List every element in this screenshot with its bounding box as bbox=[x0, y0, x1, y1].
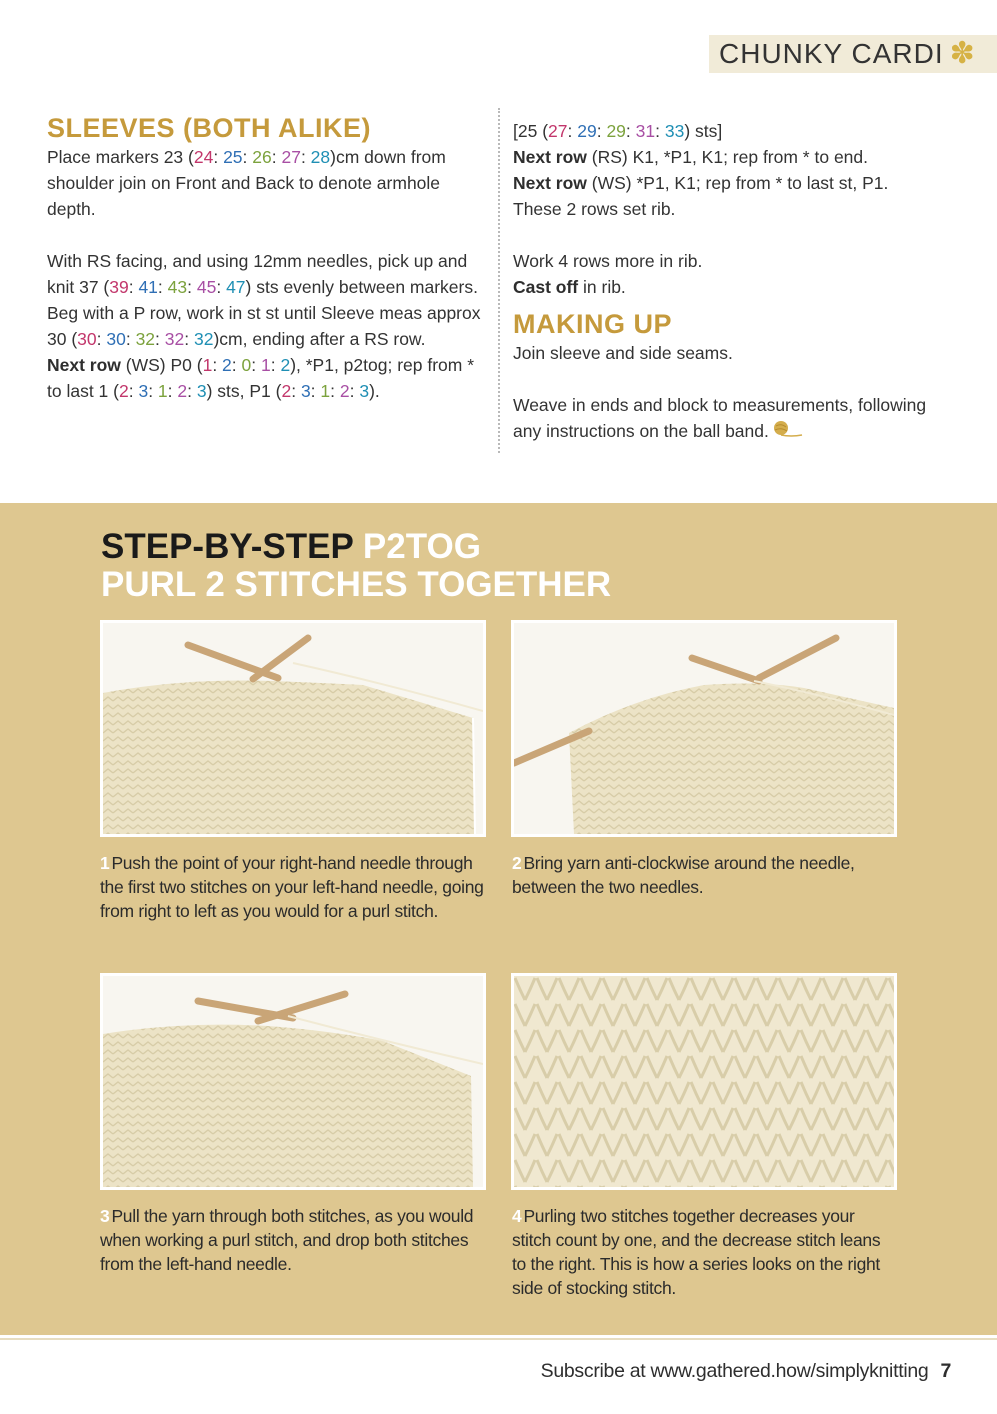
column-divider bbox=[498, 108, 500, 453]
making-up-heading: MAKING UP bbox=[513, 309, 672, 339]
yarn-ball-icon bbox=[773, 419, 803, 445]
stitch-count-line: [25 (27: 29: 29: 31: 33) sts] bbox=[513, 121, 723, 141]
decrease-row-paragraph: Next row (WS) P0 (1: 2: 0: 1: 2), *P1, p2tog; rep from * to last 1 (2: 3: 1: 2: 3) sts, P1 (2: 3: 1: 2: 3). bbox=[47, 355, 475, 401]
join-seams-line: Join sleeve and side seams. bbox=[513, 343, 733, 363]
sleeves-markers-paragraph: Place markers 23 (24: 25: 26: 27: 28)cm down from shoulder join on Front and Back to denote armhole depth. bbox=[47, 147, 446, 219]
sleeves-heading: SLEEVES (BOTH ALIKE) bbox=[47, 113, 372, 143]
section-title: CHUNKY CARDI bbox=[719, 38, 944, 69]
cast-off-line: Cast off in rib. bbox=[513, 277, 626, 297]
rib-set-line: These 2 rows set rib. bbox=[513, 199, 676, 219]
footer-divider bbox=[0, 1338, 997, 1340]
step-3-caption: 3 Pull the yarn through both stitches, as you would when working a purl stitch, and drop both stitches from the left-hand needle. bbox=[100, 1206, 474, 1274]
step-by-step-title: STEP-BY-STEP P2TOG PURL 2 STITCHES TOGETHER bbox=[101, 527, 612, 604]
step-3-photo bbox=[100, 973, 486, 1190]
step-1-caption: 1 Push the point of your right-hand needle through the first two stitches on your left-hand needle, going from right to left as you would for a purl stitch. bbox=[100, 853, 484, 921]
rib-and-making-up-column bbox=[513, 118, 953, 445]
step-2-photo bbox=[511, 620, 897, 837]
rib-more-line: Work 4 rows more in rib. bbox=[513, 251, 703, 271]
rib-row-ws: Next row (WS) *P1, K1; rep from * to last st, P1. bbox=[513, 173, 889, 193]
rib-row-rs: Next row (RS) K1, *P1, K1; rep from * to end. bbox=[513, 147, 868, 167]
sleeves-column bbox=[47, 112, 487, 404]
weave-in-paragraph: Weave in ends and block to measurements, following any instructions on the ball band. bbox=[513, 392, 953, 445]
step-4-caption: 4 Purling two stitches together decreases your stitch count by one, and the decrease stitch leans to the right. This is how a series looks on the right side of stocking stitch. bbox=[512, 1206, 881, 1298]
step-2-caption: 2 Bring yarn anti-clockwise around the needle, between the two needles. bbox=[512, 853, 855, 897]
section-header-tab bbox=[709, 35, 997, 73]
page-footer bbox=[541, 1360, 951, 1383]
step-1-photo bbox=[100, 620, 486, 837]
flower-star-icon: ✽ bbox=[949, 37, 975, 70]
step-4-photo bbox=[511, 973, 897, 1190]
st-st-paragraph: Beg with a P row, work in st st until Sleeve meas approx 30 (30: 30: 32: 32: 32)cm, ending after a RS row. bbox=[47, 303, 481, 349]
subscribe-link[interactable]: Subscribe at www.gathered.how/simplyknitting bbox=[540, 1360, 929, 1382]
pick-up-paragraph: With RS facing, and using 12mm needles, pick up and knit 37 (39: 41: 43: 45: 47) sts evenly between markers. bbox=[47, 251, 478, 297]
page-number: 7 bbox=[940, 1360, 951, 1382]
